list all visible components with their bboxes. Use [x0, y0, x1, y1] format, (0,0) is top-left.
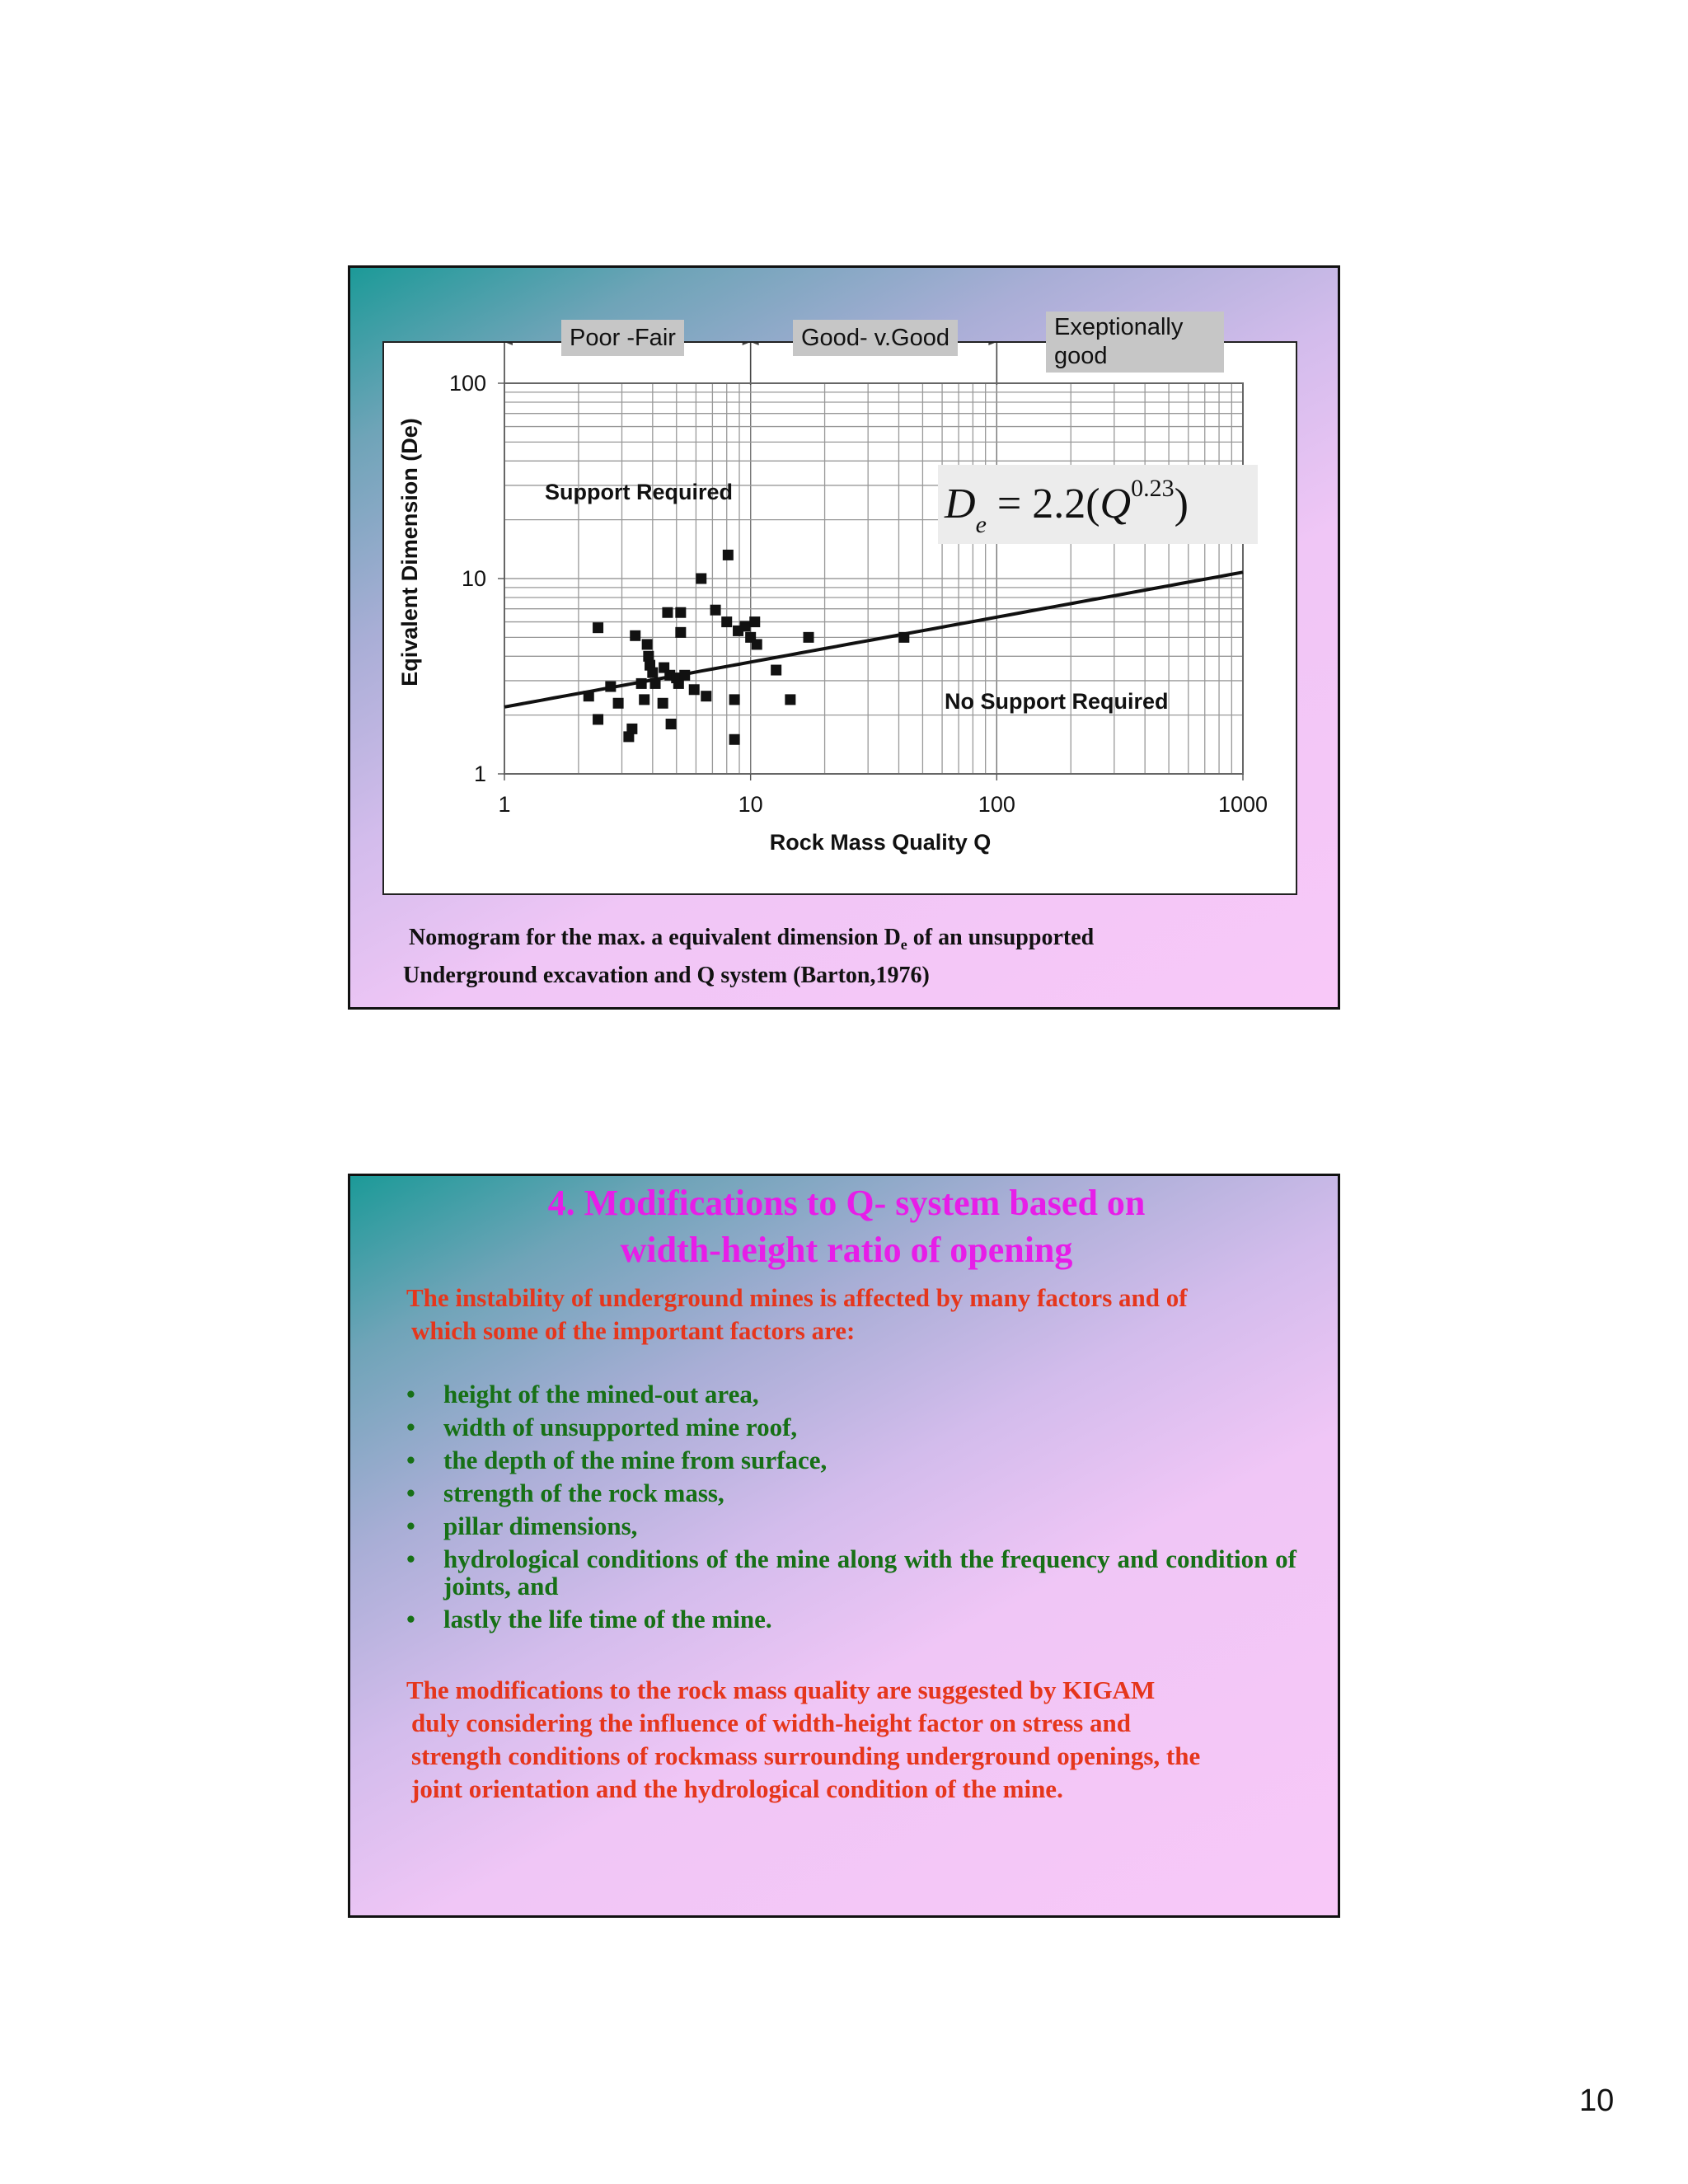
list-item — [406, 1413, 1296, 1441]
conclusion-line-3: strength conditions of rockmass surrounding underground openings, the — [411, 1741, 1201, 1770]
data-point — [605, 682, 616, 692]
data-point — [710, 605, 721, 616]
data-point — [593, 622, 603, 633]
bullet-dot: • — [406, 1479, 415, 1507]
x-tick-label: 1 — [498, 792, 511, 817]
x-axis-label: Rock Mass Quality Q — [769, 830, 992, 855]
conclusion-line-2: duly considering the influence of width-height factor on stress and — [411, 1708, 1131, 1737]
list-item — [406, 1380, 1296, 1408]
formula-q: Q — [1100, 480, 1132, 527]
intro-line-1: The instability of underground mines is affected by many factors and of — [406, 1283, 1188, 1312]
data-point — [689, 684, 700, 695]
list-item-text: the depth of the mine from surface, — [443, 1446, 828, 1474]
intro-line-2: which some of the important factors are: — [411, 1316, 856, 1345]
y-tick-label: 100 — [448, 371, 486, 396]
factor-list — [406, 1380, 1296, 1638]
y-tick-label: 10 — [461, 566, 486, 591]
caption-line-2: Underground excavation and Q system (Barton,1976) — [403, 963, 930, 988]
data-point — [785, 694, 795, 705]
formula-lhs-sub: e — [975, 511, 987, 538]
data-point — [647, 668, 658, 678]
formula-lhs: D — [945, 480, 976, 527]
page-number: 10 — [1579, 2083, 1615, 2118]
formula-eq: = 2.2( — [986, 480, 1100, 527]
x-tick-label: 10 — [738, 792, 763, 817]
conclusion-line-4: joint orientation and the hydrological condition of the mine. — [411, 1774, 1063, 1803]
list-item — [406, 1545, 1296, 1600]
list-item-text: lastly the life time of the mine. — [443, 1605, 772, 1633]
list-item — [406, 1479, 1296, 1507]
list-item-text: height of the mined-out area, — [443, 1380, 759, 1408]
support-required-label: Support Required — [545, 480, 733, 504]
data-point — [642, 639, 653, 649]
bullet-dot: • — [406, 1413, 415, 1441]
data-point — [636, 678, 647, 689]
category-exceptionally-good: Exeptionally good — [1046, 312, 1224, 373]
data-point — [729, 734, 740, 745]
data-point — [679, 670, 690, 681]
chart — [384, 343, 1296, 893]
list-item — [406, 1512, 1296, 1540]
category-arrowhead — [751, 343, 759, 345]
formula-close: ) — [1174, 480, 1189, 527]
data-point — [584, 691, 594, 701]
category-arrowhead — [743, 343, 751, 345]
data-point — [630, 630, 640, 641]
data-point — [804, 632, 814, 643]
list-item-text: hydrological conditions of the mine along with the frequency and condition of joints, and — [443, 1544, 1296, 1601]
bullet-dot: • — [406, 1446, 415, 1474]
bullet-dot: • — [406, 1544, 415, 1573]
list-item-text: width of unsupported mine roof, — [443, 1413, 798, 1441]
data-point — [749, 616, 760, 627]
caption-text-b: of an unsupported — [907, 925, 1095, 950]
data-point — [658, 698, 668, 709]
list-item-text: strength of the rock mass, — [443, 1479, 724, 1507]
data-point — [613, 698, 624, 709]
title-line-2: width-height ratio of opening — [620, 1230, 1073, 1270]
data-point — [666, 719, 677, 729]
title-line-1: 4. Modifications to Q- system based on — [547, 1183, 1146, 1223]
data-point — [662, 607, 673, 618]
data-point — [721, 616, 732, 627]
data-point — [752, 639, 762, 649]
data-point — [593, 714, 603, 724]
data-point — [626, 724, 637, 734]
data-point — [650, 678, 661, 689]
data-point — [639, 694, 649, 705]
category-poor-fair: Poor -Fair — [561, 320, 684, 356]
list-item — [406, 1446, 1296, 1474]
conclusion-paragraph — [406, 1674, 1280, 1806]
data-point — [675, 627, 686, 638]
data-point — [701, 691, 711, 701]
category-good-vgood: Good- v.Good — [793, 320, 958, 356]
caption-subscript: e — [900, 936, 907, 953]
formula-exponent: 0.23 — [1131, 475, 1175, 502]
list-item — [406, 1605, 1296, 1633]
category-arrowhead — [504, 343, 513, 345]
caption-line-1 — [403, 922, 1227, 960]
x-tick-label: 1000 — [1217, 792, 1268, 817]
category-arrowhead — [988, 343, 996, 345]
chart-panel — [382, 341, 1297, 895]
data-point — [675, 607, 686, 618]
bullet-dot: • — [406, 1380, 415, 1408]
slide-modifications — [348, 1174, 1340, 1918]
caption-text-a: Nomogram for the max. a equivalent dimension D — [409, 925, 901, 950]
data-point — [723, 550, 734, 560]
data-point — [740, 621, 751, 631]
y-axis-label: Eqivalent Dimension (De) — [397, 418, 422, 687]
data-point — [729, 694, 740, 705]
no-support-required-label: No Support Required — [945, 689, 1169, 714]
slide-title — [350, 1179, 1343, 1273]
formula — [938, 465, 1258, 544]
intro-paragraph — [406, 1282, 1280, 1347]
data-point — [771, 665, 781, 676]
data-point — [898, 632, 909, 643]
conclusion-line-1: The modifications to the rock mass quality are suggested by KIGAM — [406, 1675, 1156, 1704]
x-tick-label: 100 — [978, 792, 1015, 817]
bullet-dot: • — [406, 1605, 415, 1633]
bullet-dot: • — [406, 1511, 415, 1540]
slide-nomogram — [348, 265, 1340, 1010]
data-point — [696, 574, 706, 584]
chart-caption — [403, 922, 1227, 991]
y-tick-label: 1 — [473, 762, 486, 786]
list-item-text: pillar dimensions, — [443, 1511, 638, 1540]
